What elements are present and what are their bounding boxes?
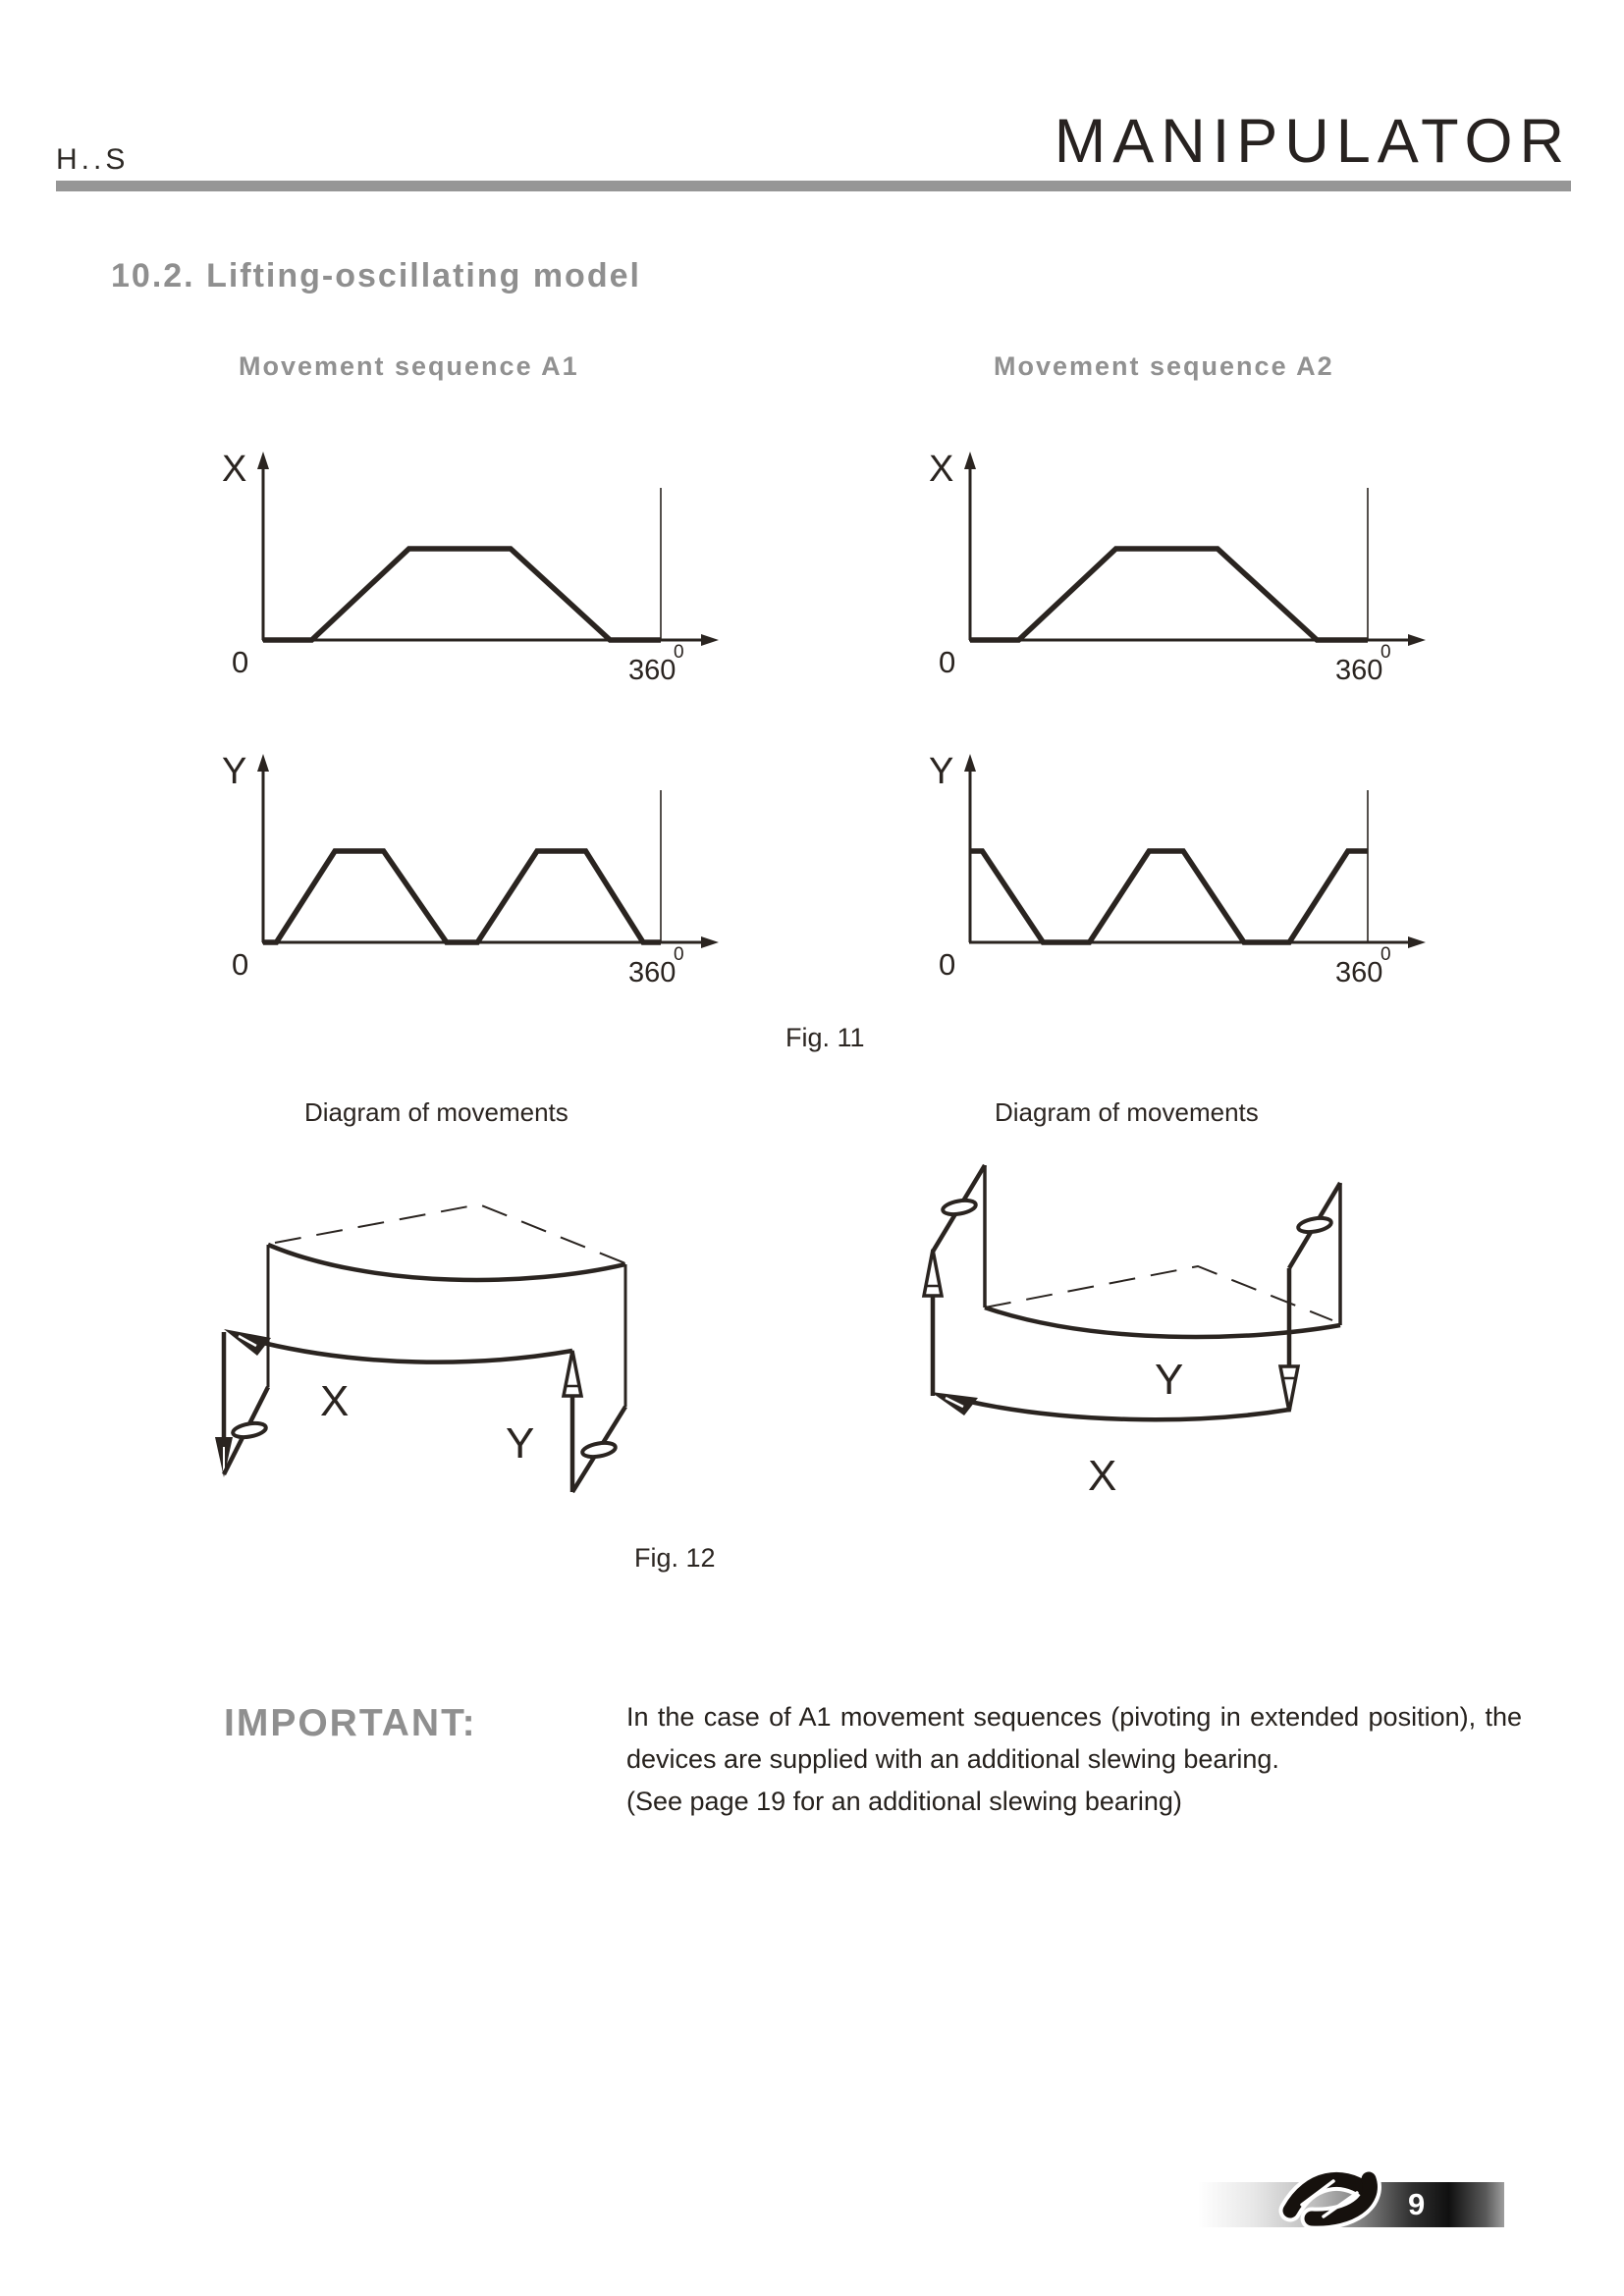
x-end-superscript: 0	[1380, 944, 1391, 965]
brand-logo-icon	[1274, 2156, 1394, 2232]
y-axis-arrowhead-icon	[964, 754, 976, 772]
origin-label: 0	[939, 947, 956, 982]
axis-label-x: X	[1088, 1452, 1117, 1500]
x-end-label: 360	[1335, 957, 1383, 988]
header-rule	[56, 181, 1571, 191]
movement-diagram-a1	[137, 1158, 707, 1502]
important-line: In the case of A1 movement sequences (pivoting in extended position), the	[626, 1702, 1522, 1732]
x-end-superscript: 0	[674, 642, 684, 663]
important-line: devices are supplied with an additional slewing bearing.	[626, 1744, 1279, 1774]
x-axis-arrowhead-icon	[701, 936, 719, 948]
pivot-ellipse-icon	[581, 1441, 617, 1460]
band-top-edge	[268, 1245, 625, 1280]
dashed-top-face	[275, 1204, 625, 1263]
y-axis-label: X	[222, 449, 247, 490]
up-arrowhead-icon	[564, 1351, 581, 1396]
waveform	[970, 851, 1368, 942]
important-text	[626, 1696, 1522, 1823]
diagram-caption-right: Diagram of movements	[995, 1097, 1259, 1127]
page-number: 9	[1408, 2187, 1426, 2221]
pivot-ellipse-icon	[1297, 1216, 1332, 1235]
x-end-label: 360	[628, 655, 677, 686]
chart-a1-x	[206, 432, 736, 697]
y-axis-arrowhead-icon	[964, 452, 976, 469]
x-end-superscript: 0	[1380, 642, 1391, 663]
x-end-superscript: 0	[674, 944, 684, 965]
chart-a1-y	[206, 734, 736, 999]
x-arrowhead-icon	[931, 1392, 978, 1415]
x-axis-arrowhead-icon	[701, 634, 719, 646]
column-header-a2: Movement sequence A2	[994, 351, 1334, 381]
axis-label-y: Y	[1155, 1356, 1184, 1404]
waveform	[970, 549, 1368, 640]
x-motion-arc	[263, 1343, 572, 1362]
x-axis-arrowhead-icon	[1408, 936, 1426, 948]
x-end-label: 360	[628, 957, 677, 988]
axis-label-x: X	[320, 1377, 350, 1425]
x-end-label: 360	[1335, 655, 1383, 686]
axis-label-y: Y	[506, 1419, 535, 1468]
up-arrowhead-icon	[924, 1250, 942, 1296]
x-motion-arc	[970, 1402, 1289, 1419]
chart-a2-x	[913, 432, 1443, 697]
fig12-caption: Fig. 12	[634, 1543, 716, 1573]
pivot-ellipse-icon	[232, 1421, 267, 1440]
fig11-caption: Fig. 11	[785, 1023, 865, 1052]
y-axis-label: Y	[929, 751, 954, 792]
important-line: (See page 19 for an additional slewing bearing)	[626, 1787, 1182, 1816]
x-arrowhead-icon	[224, 1329, 271, 1356]
x-axis-arrowhead-icon	[1408, 634, 1426, 646]
column-header-a1: Movement sequence A1	[239, 351, 579, 381]
dashed-top-face	[985, 1266, 1332, 1320]
section-title: 10.2. Lifting-oscillating model	[111, 257, 641, 294]
down-arrowhead-icon	[1280, 1366, 1298, 1412]
origin-label: 0	[232, 947, 249, 982]
important-label: IMPORTANT:	[224, 1702, 477, 1744]
y-axis-label: Y	[222, 751, 247, 792]
band-bottom-edge	[985, 1308, 1340, 1337]
pivot-ellipse-icon	[942, 1199, 977, 1217]
chart-a2-y	[913, 734, 1443, 999]
header-model-code: H..S	[56, 143, 130, 176]
waveform	[263, 549, 661, 640]
brand-wordmark: MANIPULATOR	[1054, 107, 1571, 176]
waveform	[263, 851, 661, 942]
origin-label: 0	[232, 645, 249, 679]
y-axis-arrowhead-icon	[257, 754, 269, 772]
movement-diagram-a2	[864, 1139, 1453, 1531]
diagram-caption-left: Diagram of movements	[304, 1097, 568, 1127]
origin-label: 0	[939, 645, 956, 679]
y-axis-label: X	[929, 449, 954, 490]
y-axis-arrowhead-icon	[257, 452, 269, 469]
